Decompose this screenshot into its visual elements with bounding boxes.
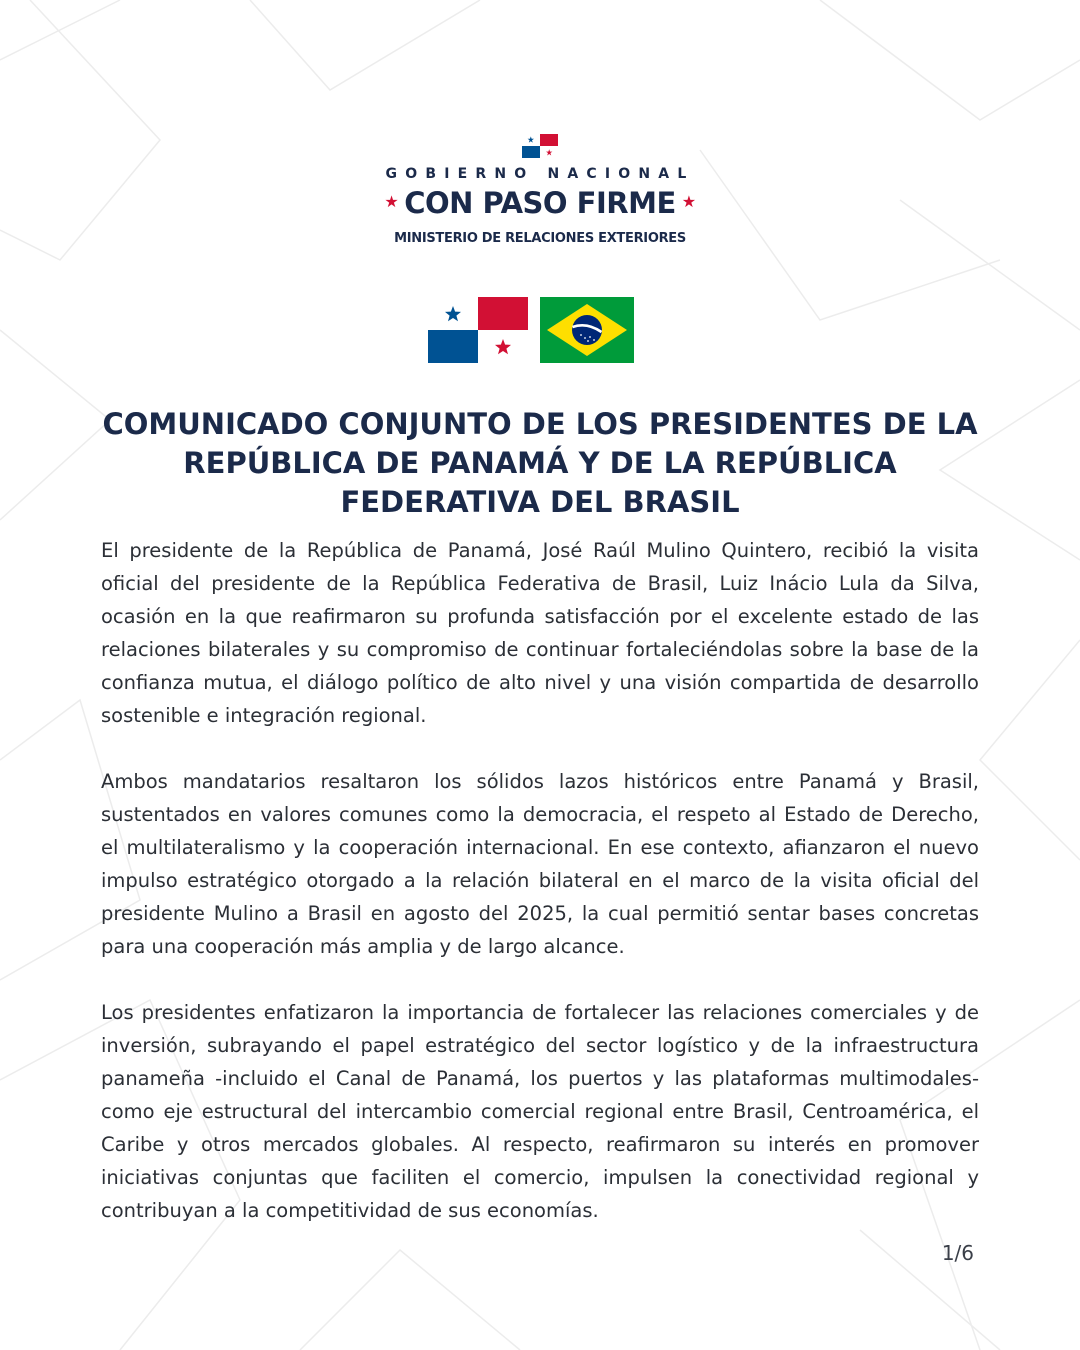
panama-flag-icon	[428, 297, 528, 363]
gobierno-nacional-text: GOBIERNO NACIONAL	[385, 166, 695, 182]
page-number: 1/6	[941, 1241, 974, 1265]
ministry-name: MINISTERIO DE RELACIONES EXTERIORES	[394, 231, 686, 246]
brazil-flag-icon	[540, 297, 634, 363]
government-logo	[340, 130, 740, 255]
title-line: FEDERATIVA DEL BRASIL	[340, 485, 740, 519]
body-paragraph: Ambos mandatarios resaltaron los sólidos lazos históricos entre Panamá y Brasil, sustentados en valores comunes como la democracia, el respeto al Estado de Derecho, el multilateralismo y la cooperación internacional. En ese contexto, afianzaron el nuevo impulso estratégico otorgado a la relación bilateral en el marco de la visita oficial del presidente Mulino a Brasil en agosto del 2025, la cual permitió sentar bases concretas para una cooperación más amplia y de largo alcance.	[101, 770, 979, 958]
star-icon: ★	[681, 192, 696, 211]
body-paragraph: Los presidentes enfatizaron la importancia de fortalecer las relaciones comerciales y de inversión, subrayando el papel estratégico del sector logístico y de la infraestructura panameña -incluido el Canal de Panamá, los puertos y las plataformas multimodales- como eje estructural del intercambio comercial regional entre Brasil, Centroamérica, el Caribe y otros mercados globales. Al respecto, reafirmaron su interés en promover iniciativas conjuntas que faciliten el comercio, impulsen la conectividad regional y contribuyan a la competitividad de sus economías.	[101, 1001, 979, 1222]
star-icon: ★	[384, 192, 399, 211]
title-line: COMUNICADO CONJUNTO DE LOS PRESIDENTES DE LA	[102, 407, 978, 441]
communique-title	[100, 405, 980, 522]
panama-flag-small-icon	[522, 134, 558, 158]
body-paragraph: El presidente de la República de Panamá, José Raúl Mulino Quintero, recibió la visita oficial del presidente de la República Federativa de Brasil, Luiz Inácio Lula da Silva, ocasión en la que reafirmaron su profunda satisfacción por el excelente estado de las relaciones bilaterales y su compromiso de continuar fortaleciéndolas sobre la base de la confianza mutua, el diálogo político de alto nivel y una visión compartida de desarrollo sostenible e integración regional.	[101, 539, 979, 727]
communique-body	[101, 534, 979, 1260]
title-line: REPÚBLICA DE PANAMÁ Y DE LA REPÚBLICA	[183, 446, 897, 480]
con-paso-firme-text	[340, 186, 740, 220]
slogan-label: CON PASO FIRME	[404, 186, 676, 220]
